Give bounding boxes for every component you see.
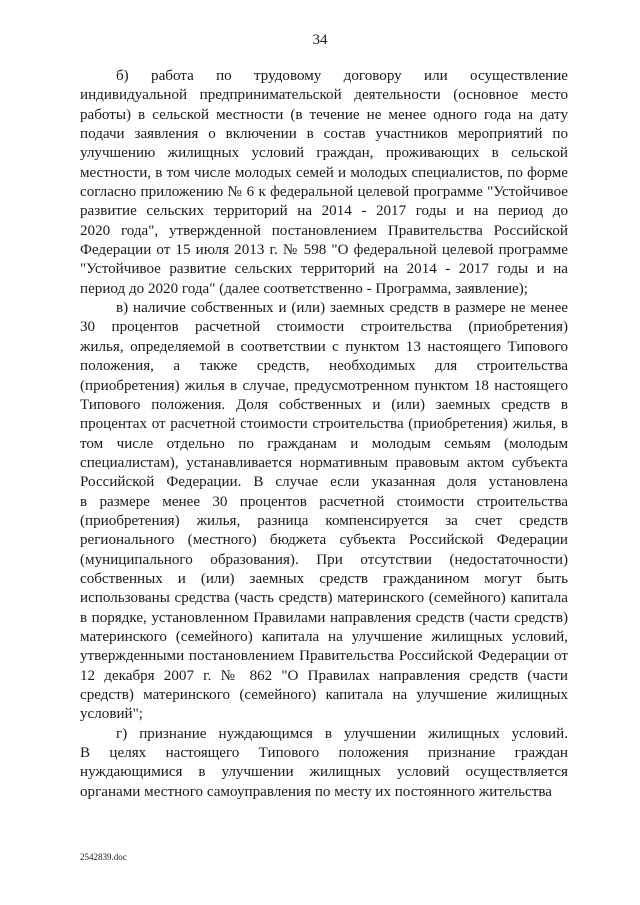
text-line: утвержденными постановлением Правительства Российской Федерации от (80, 648, 568, 665)
text-line: согласно приложению № 6 к федеральной целевой программе "Устойчивое (80, 184, 568, 201)
document-footer-filename: 2542839.doc (80, 852, 127, 862)
text-line: собственных и (или) заемных средств гражданином могут быть (80, 570, 568, 587)
text-line: подачи заявления о включении в состав участников мероприятий по (80, 126, 568, 143)
text-line: (приобретения) жилья в случае, предусмотренном пунктом 18 настоящего (80, 377, 568, 394)
text-line: (приобретения) жилья, разница компенсируется за счет средств (80, 512, 568, 529)
text-line: развитие сельских территорий на 2014 - 2017 годы и на период до (80, 203, 568, 220)
document-body (80, 67, 568, 802)
text-line: в размере менее 30 процентов расчетной стоимости строительства (80, 493, 568, 510)
text-line: в порядке, установленном Правилами направления средств (части средств) (80, 609, 568, 626)
text-line: 12 декабря 2007 г. № 862 "О Правилах направления средств (части (80, 667, 568, 684)
text-line: регионального (местного) бюджета субъекта Российской Федерации (80, 532, 568, 549)
page-number: 34 (312, 32, 328, 48)
text-line: жилья, определяемой в соответствии с пунктом 13 настоящего Типового (80, 338, 568, 355)
text-line: индивидуальной предпринимательской деятельности (основное место (80, 87, 568, 104)
text-line: использованы средства (часть средств) материнского (семейного) капитала (80, 590, 568, 607)
text-line: улучшению жилищных условий граждан, проживающих в сельской (80, 145, 568, 162)
paragraph-v (80, 299, 568, 725)
text-line: 2020 года", утвержденной постановлением Правительства Российской (80, 222, 568, 239)
text-line: В целях настоящего Типового положения признание граждан (80, 745, 568, 762)
text-line: органами местного самоуправления по месту их постоянного жительства (80, 783, 552, 800)
text-line: материнского (семейного) капитала на улучшение жилищных условий, (80, 628, 568, 645)
paragraph-g (80, 725, 568, 802)
text-line: Федерации от 15 июля 2013 г. № 598 "О федеральной целевой программе (80, 242, 568, 259)
text-line: нуждающимися в улучшении жилищных условий осуществляется (80, 764, 568, 781)
text-line: процентах от расчетной стоимости строительства (приобретения) жилья, в (80, 416, 568, 433)
text-line: в) наличие собственных и (или) заемных средств в размере не менее (116, 300, 568, 317)
text-line: местности, в том числе молодых семей и молодых специалистов, по форме (80, 164, 568, 181)
text-line: период до 2020 года" (далее соответственно - Программа, заявление); (80, 280, 528, 297)
text-line: г) признание нуждающимся в улучшении жилищных условий. (116, 725, 568, 742)
text-line: "Устойчивое развитие сельских территорий на 2014 - 2017 годы и на (80, 261, 568, 278)
text-line: Российской Федерации. В случае если указанная доля установлена (80, 474, 568, 491)
text-line: том числе отдельно по гражданам и молодым семьям (молодым (80, 435, 568, 452)
text-line: средств) материнского (семейного) капитала на улучшение жилищных (80, 687, 568, 703)
text-line: условий"; (80, 706, 143, 723)
text-line: б) работа по трудовому договору или осуществление (116, 68, 568, 84)
text-line: положения, а также средств, необходимых для строительства (80, 358, 568, 375)
text-line: работы) в сельской местности (в течение не менее одного года на дату (80, 106, 568, 123)
text-line: специалистам), устанавливается нормативным правовым актом субъекта (80, 454, 568, 471)
text-line: Типового положения. Доля собственных и (или) заемных средств в (80, 396, 568, 413)
paragraph-b (80, 67, 568, 299)
text-line: (муниципального образования). При отсутствии (недостаточности) (80, 551, 568, 568)
text-line: 30 процентов расчетной стоимости строительства (приобретения) (80, 319, 568, 336)
